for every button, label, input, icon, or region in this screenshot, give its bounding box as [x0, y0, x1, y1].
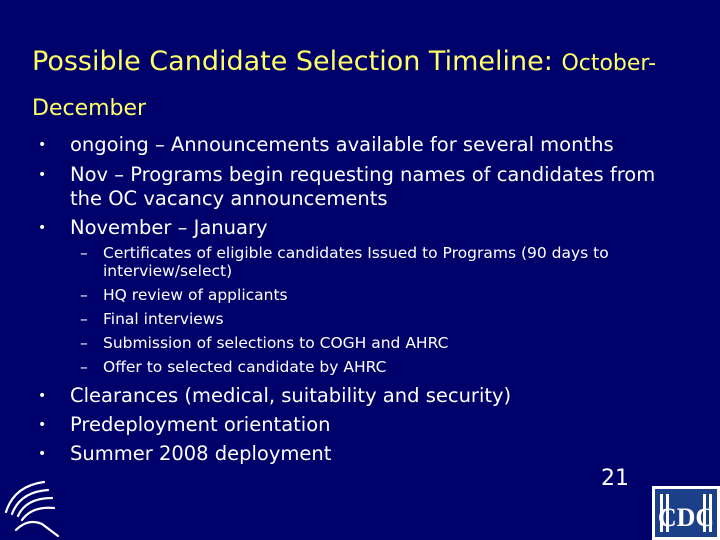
bullet-text: Summer 2008 deployment [70, 442, 332, 465]
cdc-logo [652, 486, 720, 540]
bullet-text: November – January [70, 216, 268, 239]
dash-marker: – [80, 358, 88, 376]
sub-bullet-text: HQ review of applicants [103, 286, 288, 304]
bullet-marker: • [38, 388, 47, 404]
bullet-marker: • [38, 417, 47, 433]
title-main: Possible Candidate Selection Timeline: [32, 46, 553, 77]
sub-bullet-item [0, 310, 673, 328]
bullet-text: Predeployment orientation [70, 413, 331, 436]
bullet-text: Clearances (medical, suitability and security) [70, 384, 512, 407]
slide-content [0, 133, 720, 466]
dash-marker: – [80, 244, 88, 262]
bullet-marker: • [38, 220, 47, 236]
dash-marker: – [80, 334, 88, 352]
bullet-item [0, 413, 680, 437]
bullet-item [0, 216, 680, 240]
sub-bullet-item [0, 244, 673, 280]
bullet-item [0, 442, 680, 466]
sub-bullet-item [0, 334, 673, 352]
bullet-marker: • [38, 446, 47, 462]
bullet-text: Nov – Programs begin requesting names of candidates from the OC vacancy announcements [70, 163, 656, 210]
cdc-logo-text: CDC [657, 503, 715, 532]
sub-bullet-item [0, 358, 673, 376]
sub-bullet-text: Submission of selections to COGH and AHRC [103, 334, 449, 352]
slide-title [32, 40, 692, 130]
sub-bullet-text: Final interviews [103, 310, 224, 328]
bullet-marker: • [38, 167, 47, 183]
title-sub: October-December [32, 51, 657, 121]
dash-marker: – [80, 310, 88, 328]
bullet-marker: • [38, 137, 47, 153]
bullet-item [0, 163, 680, 211]
dash-marker: – [80, 286, 88, 304]
slide-number: 21 [601, 466, 629, 491]
sub-bullet-item [0, 286, 673, 304]
bullet-item [0, 384, 680, 408]
sub-bullet-text: Certificates of eligible candidates Issued to Programs (90 days to interview/select) [103, 244, 609, 280]
bullet-text: ongoing – Announcements available for several months [70, 133, 614, 156]
hhs-eagle-logo [0, 478, 60, 540]
bullet-item [0, 133, 680, 157]
sub-bullet-text: Offer to selected candidate by AHRC [103, 358, 387, 376]
